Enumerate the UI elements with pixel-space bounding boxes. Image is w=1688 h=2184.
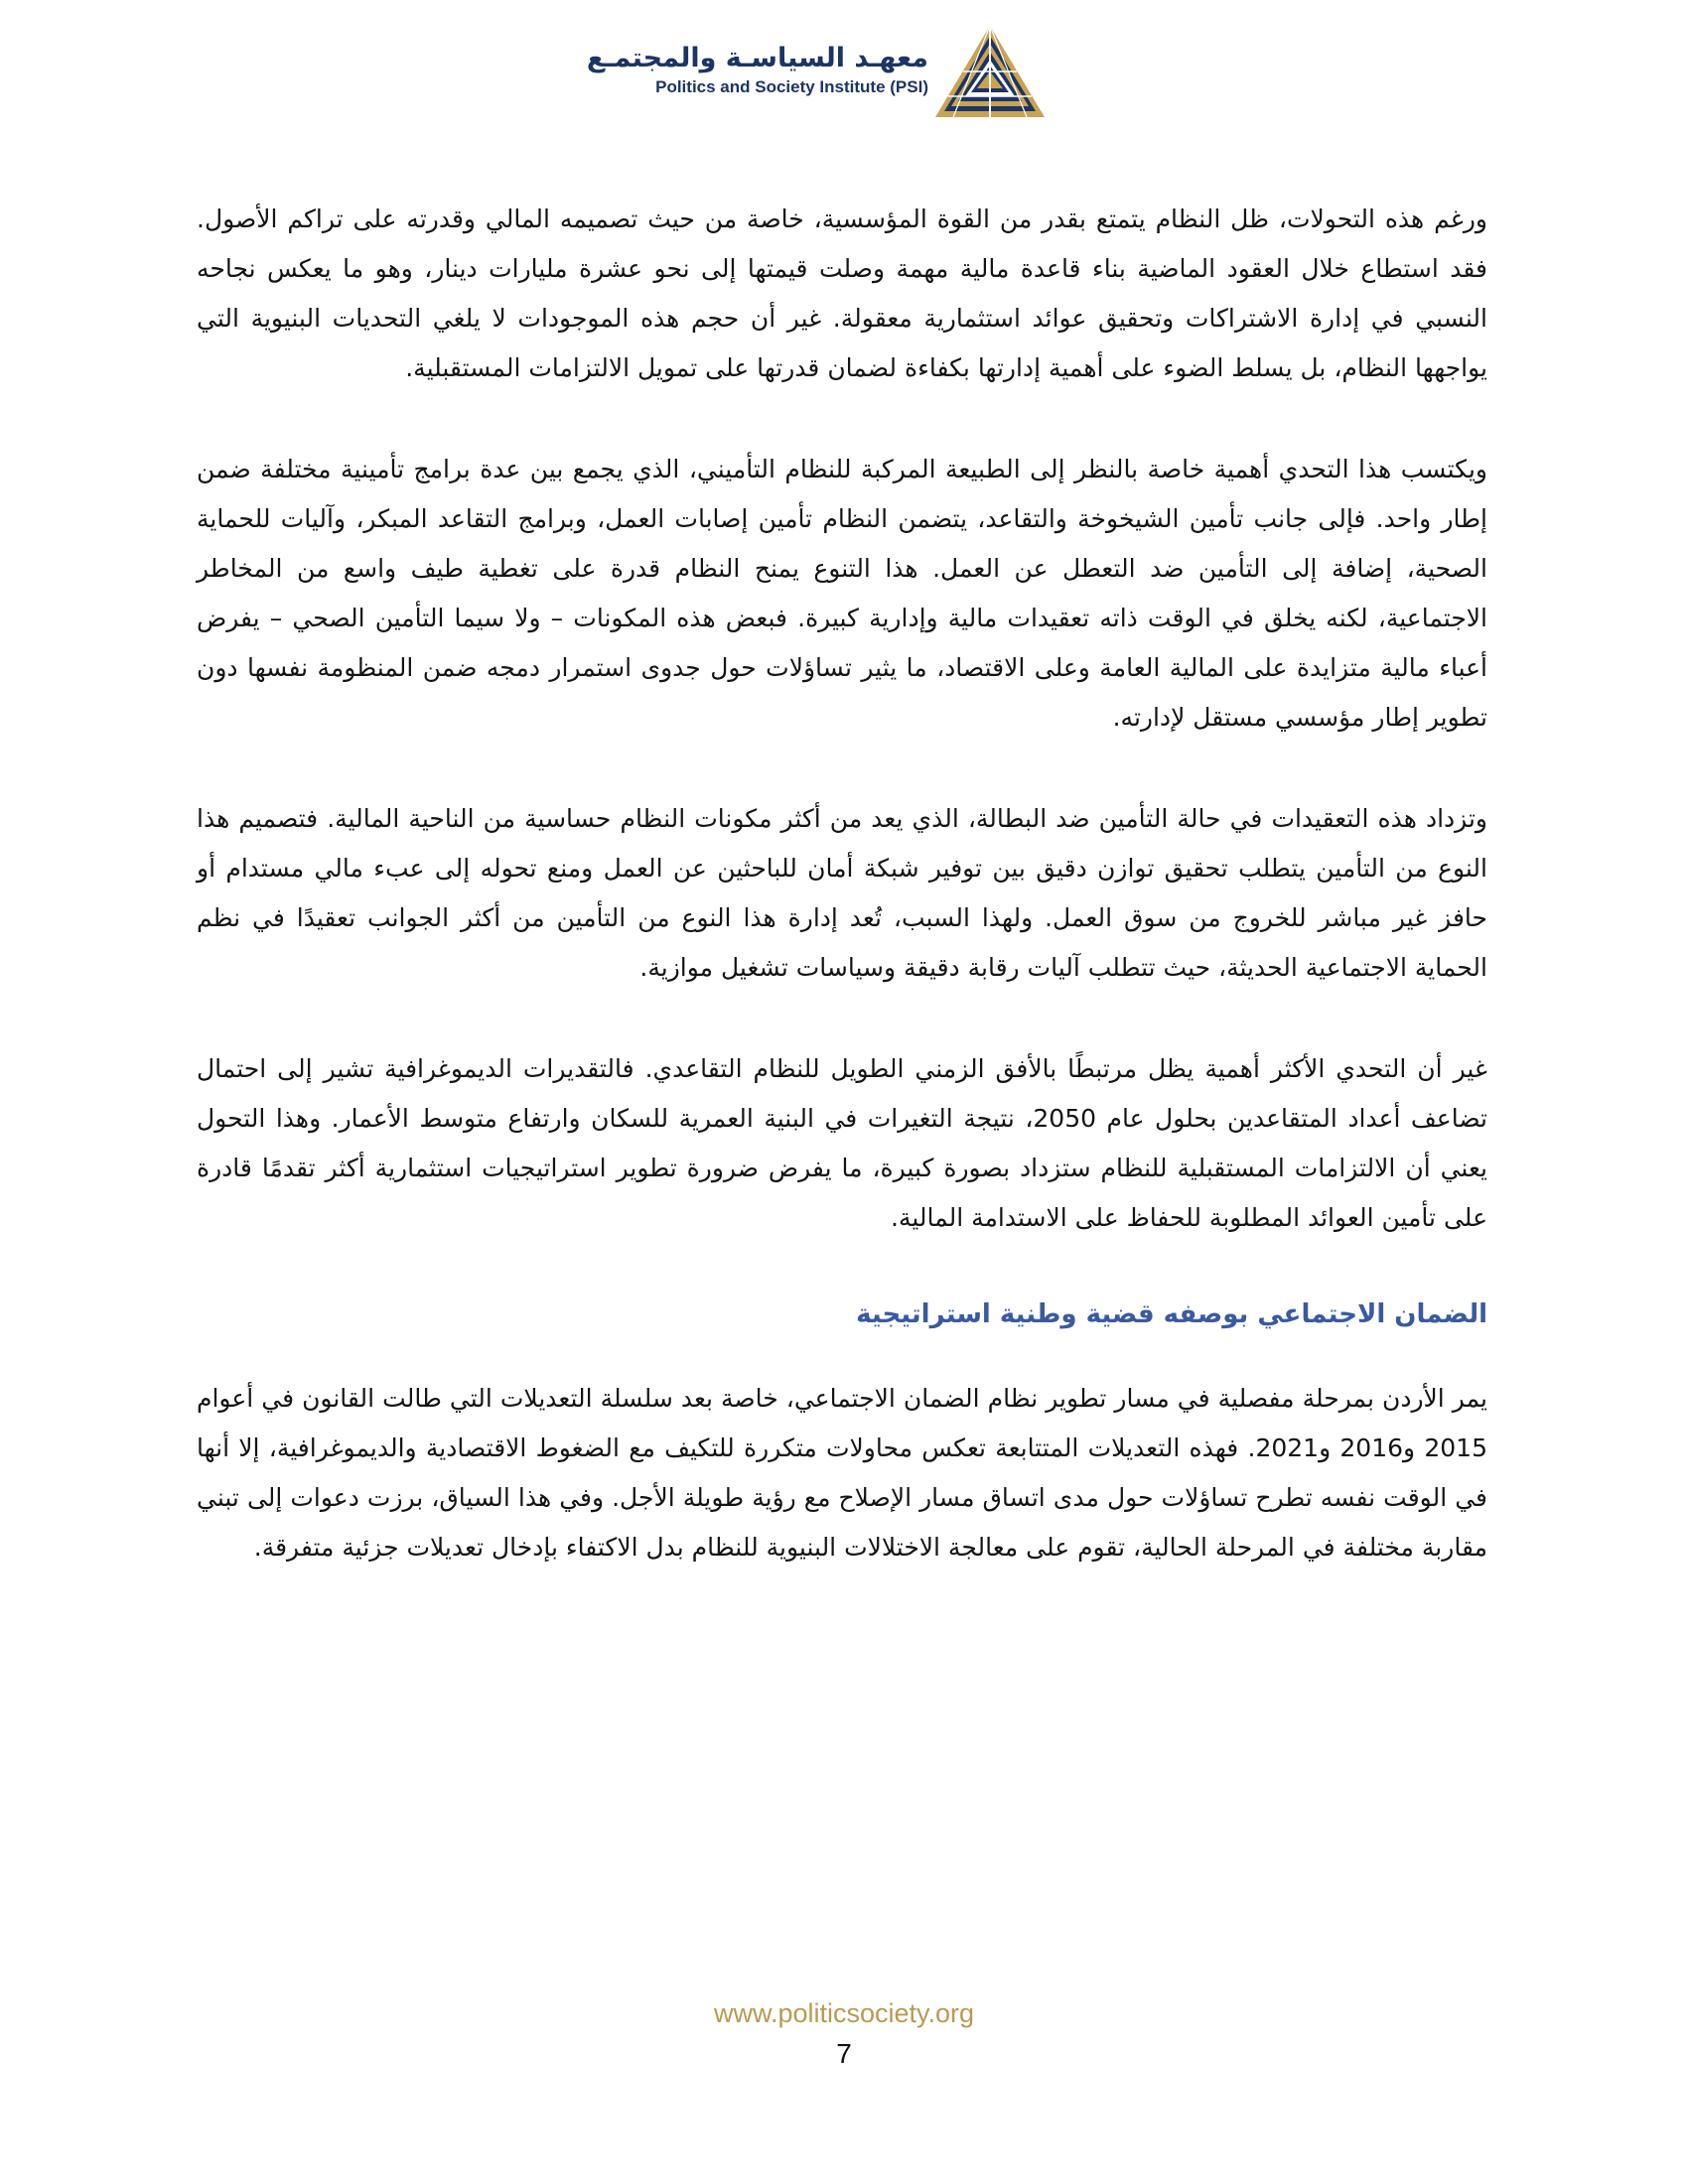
section-paragraph-1: يمر الأردن بمرحلة مفصلية في مسار تطوير نظام الضمان الاجتماعي، خاصة بعد سلسلة التعديلات التي طالت القانون في أعوام 2015 و2016 و2021. فهذه التعديلات المتتابعة تعكس محاولات متكررة للتكيف مع الضغوط الاقتصادية والديموغرافية، إلا أنها في الوقت نفسه تطرح تساؤلات حول مدى اتساق مسار الإصلاح مع رؤية طويلة الأجل. وفي هذا السياق، برزت دعوات إلى تبني مقاربة مختلفة في المرحلة الحالية، تقوم على معالجة الاختلالات البنيوية للنظام بدل الاكتفاء بإدخال تعديلات جزئية متفرقة. [197,1384,1487,1562]
paragraph-2: ويكتسب هذا التحدي أهمية خاصة بالنظر إلى الطبيعة المركبة للنظام التأميني، الذي يجمع بين عدة برامج تأمينية مختلفة ضمن إطار واحد. فإلى جانب تأمين الشيخوخة والتقاعد، يتضمن النظام تأمين إصابات العمل، وبرامج التقاعد المبكر، وآليات للحماية الصحية، إضافة إلى التأمين ضد التعطل عن العمل. هذا التنوع يمنح النظام قدرة على تغطية طيف واسع من المخاطر الاجتماعية، لكنه يخلق في الوقت ذاته تعقيدات مالية وإدارية كبيرة. فبعض هذه المكونات – ولا سيما التأمين الصحي – يفرض أعباء مالية متزايدة على المالية العامة وعلى الاقتصاد، ما يثير تساؤلات حول جدوى استمرار دمجه ضمن المنظومة نفسها دون تطوير إطار مؤسسي مستقل لإدارته. [197,455,1487,732]
paragraph-4: غير أن التحدي الأكثر أهمية يظل مرتبطًا بالأفق الزمني الطويل للنظام التقاعدي. فالتقديرات الديموغرافية تشير إلى احتمال تضاعف أعداد المتقاعدين بحلول عام 2050، نتيجة التغيرات في البنية العمرية للسكان وارتفاع متوسط الأعمار. وهذا التحول يعني أن الالتزامات المستقبلية للنظام ستزداد بصورة كبيرة، ما يفرض ضرورة تطوير استراتيجيات استثمارية أكثر تقدمًا قادرة على تأمين العوائد المطلوبة للحفاظ على الاستدامة المالية. [197,1054,1487,1232]
paragraph-3: وتزداد هذه التعقيدات في حالة التأمين ضد البطالة، الذي يعد من أكثر مكونات النظام حساسية من الناحية المالية. فتصميم هذا النوع من التأمين يتطلب تحقيق توازن دقيق بين توفير شبكة أمان للباحثين عن العمل ومنع تحوله إلى عبء مالي مستدام أو حافز غير مباشر للخروج من سوق العمل. ولهذا السبب، تُعد إدارة هذا النوع من التأمين من أكثر الجوانب تعقيدًا في نظم الحماية الاجتماعية الحديثة، حيث تتطلب آليات رقابة دقيقة وسياسات تشغيل موازية. [197,804,1487,982]
paragraph-1: ورغم هذه التحولات، ظل النظام يتمتع بقدر من القوة المؤسسية، خاصة من حيث تصميمه المالي وقدرته على تراكم الأصول. فقد استطاع خلال العقود الماضية بناء قاعدة مالية مهمة وصلت قيمتها إلى نحو عشرة مليارات دينار، وهو ما يعكس نجاحه النسبي في إدارة الاشتراكات وتحقيق عوائد استثمارية معقولة. غير أن حجم هذه الموجودات لا يلغي التحديات البنيوية التي يواجهها النظام، بل يسلط الضوء على أهمية إدارتها بكفاءة لضمان قدرتها على تمويل الالتزامات المستقبلية. [197,205,1487,382]
institute-name-english: Politics and Society Institute (PSI) [655,77,928,96]
page-header [0,22,1688,131]
pyramid-logo-icon [933,22,1048,121]
page-footer [0,1995,1688,2073]
institute-logo [933,22,1048,121]
article-body [197,195,1487,1624]
website-link[interactable]: www.politicsociety.org [713,1998,975,2028]
institute-brand [586,42,928,99]
section-heading: الضمان الاجتماعي بوصفه قضية وطنية استراتيجية [856,1299,1487,1329]
page-number: 7 [836,2038,852,2069]
institute-name-arabic: معهـد السياسـة والمجتمـع [586,43,928,73]
